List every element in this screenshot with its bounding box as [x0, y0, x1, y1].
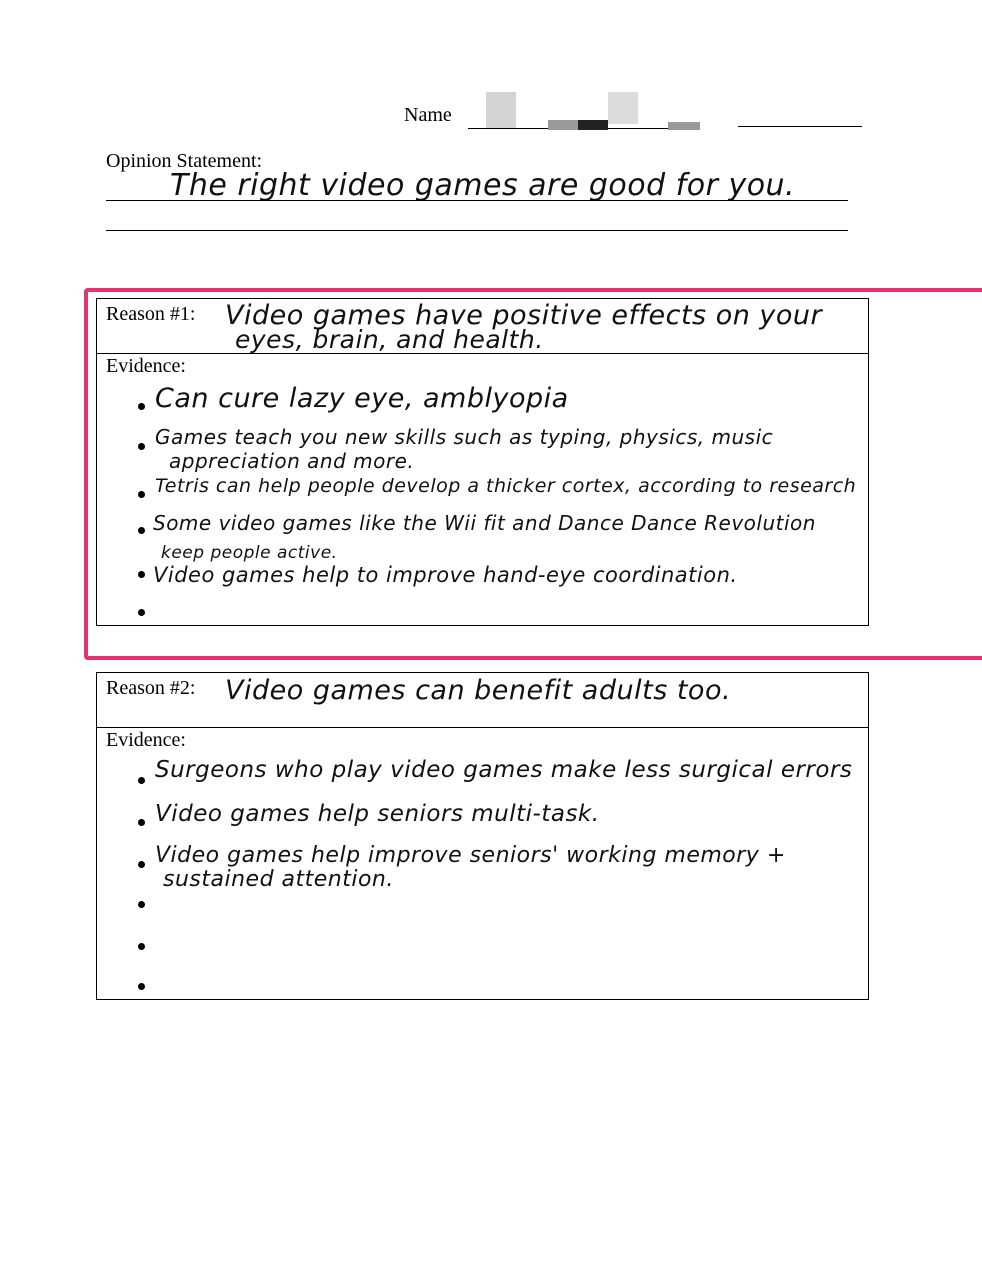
redacted-name-block — [668, 122, 700, 130]
bullet — [138, 527, 145, 534]
reason-1-box — [96, 298, 869, 626]
reason-1-text-line-1: Video games have positive effects on your — [225, 300, 823, 331]
reason-1-text-line-2: eyes, brain, and health. — [235, 325, 544, 354]
bullet — [138, 983, 145, 990]
evidence-item: Video games help seniors multi-task. — [155, 801, 600, 827]
bullet — [138, 861, 145, 868]
bullet — [138, 777, 145, 784]
reason-2-label: Reason #2: — [106, 677, 196, 699]
opinion-statement-text: The right video games are good for you. — [170, 168, 796, 203]
evidence-item: Surgeons who play video games make less surgical errors — [155, 757, 853, 783]
redacted-name-block — [548, 120, 578, 130]
opinion-line — [106, 200, 848, 201]
reason-2-evidence-label: Evidence: — [106, 729, 186, 751]
opinion-statement-label: Opinion Statement: — [106, 150, 263, 172]
bullet — [138, 943, 145, 950]
evidence-item: Games teach you new skills such as typing, physics, music — [155, 425, 774, 449]
bullet — [138, 901, 145, 908]
reason-2-row — [97, 673, 868, 728]
evidence-item: Can cure lazy eye, amblyopia — [155, 383, 569, 414]
name-label: Name — [404, 104, 452, 126]
reason-1-label: Reason #1: — [106, 303, 196, 325]
evidence-item: Tetris can help people develop a thicker cortex, according to research — [155, 475, 857, 497]
bullet — [138, 609, 145, 616]
evidence-item: Some video games like the Wii fit and Dance Dance Revolution — [153, 511, 816, 535]
bullet — [138, 571, 145, 578]
redacted-name-block — [578, 120, 608, 130]
evidence-item: Video games help improve seniors' working memory + — [155, 843, 786, 868]
reason-2-text: Video games can benefit adults too. — [225, 675, 732, 706]
evidence-item-continued: sustained attention. — [163, 867, 394, 892]
reason-1-evidence-label: Evidence: — [106, 355, 186, 377]
redacted-name-block — [608, 92, 638, 124]
opinion-line — [106, 230, 848, 231]
reason-2-box — [96, 672, 869, 1000]
evidence-item-continued: keep people active. — [161, 543, 338, 563]
evidence-item: Video games help to improve hand-eye coordination. — [153, 563, 738, 587]
bullet — [138, 819, 145, 826]
redacted-name-block — [486, 92, 516, 128]
evidence-item-continued: appreciation and more. — [169, 449, 415, 473]
bullet — [138, 403, 145, 410]
name-line-extension — [738, 126, 862, 127]
bullet — [138, 491, 145, 498]
reason-1-row — [97, 299, 868, 354]
bullet — [138, 443, 145, 450]
